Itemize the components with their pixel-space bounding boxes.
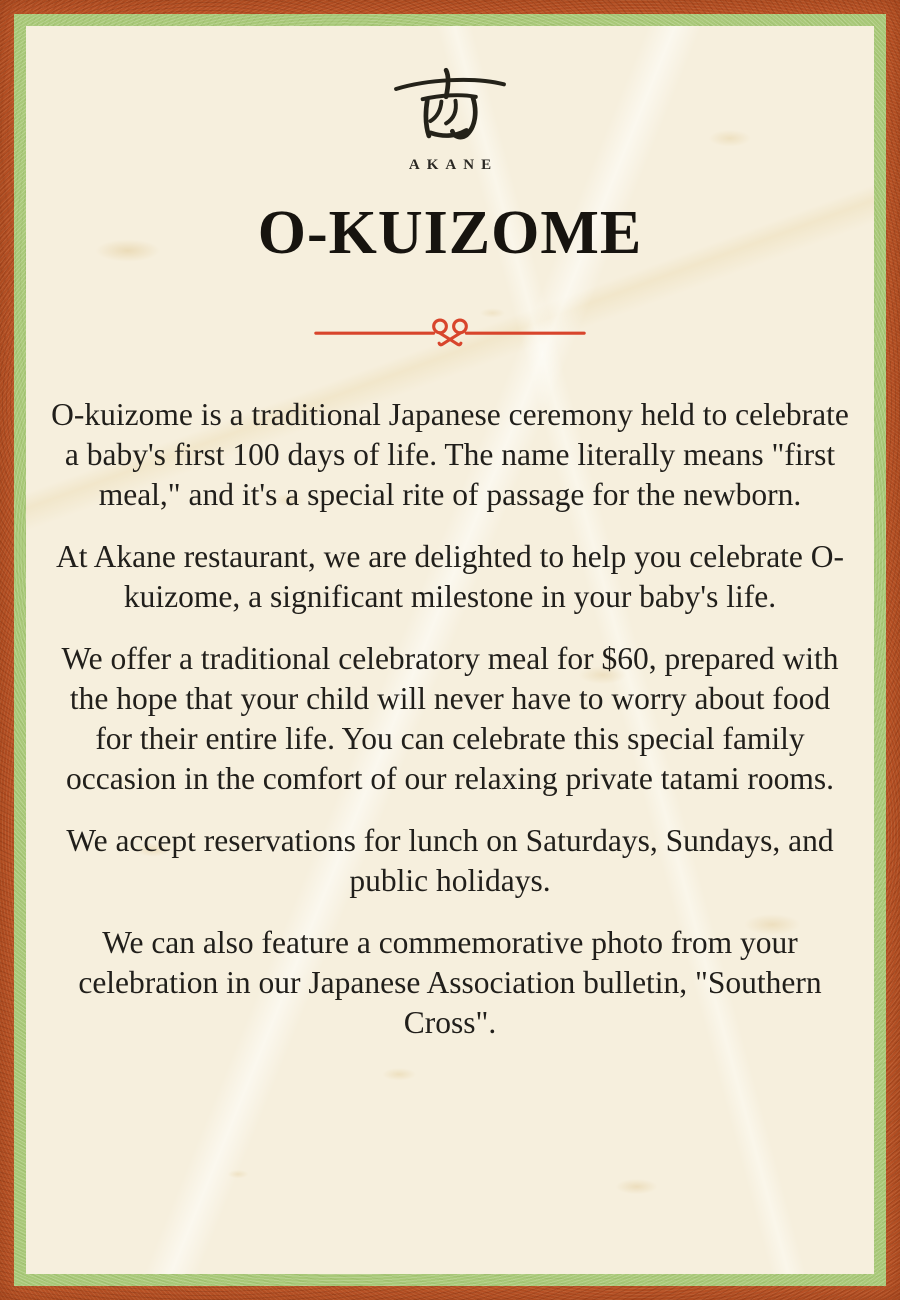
paragraph-bulletin: We can also feature a commemorative photo from your celebration in our Japanese Association bulletin, "Southern Cross". (78, 925, 822, 1041)
akane-kanji-logo-icon (391, 64, 509, 150)
paragraph-intro: O-kuizome is a traditional Japanese ceremony held to celebrate a baby's first 100 days of life. The name literally means "first meal," and it's a special rite of passage for the newborn. (51, 397, 849, 513)
body-text (49, 395, 851, 1043)
page-title: O-KUIZOME (257, 199, 643, 267)
washi-paper-background (26, 26, 874, 1274)
brand-header (26, 64, 874, 173)
brand-name: AKANE (408, 157, 499, 173)
paragraph-restaurant: At Akane restaurant, we are delighted to help you celebrate O-kuizome, a significant milestone in your baby's life. (55, 539, 845, 615)
ribbon-bow-icon (314, 315, 586, 355)
paragraph-meal-offer: We offer a traditional celebratory meal for $60, prepared with the hope that your child will never have to worry about food for their entire life. You can celebrate this special family occasion in the comfort of our relaxing private tatami rooms. (61, 641, 839, 797)
paragraph-reservations: We accept reservations for lunch on Saturdays, Sundays, and public holidays. (66, 823, 834, 899)
inner-green-border (14, 14, 886, 1286)
ribbon-divider (26, 315, 874, 355)
